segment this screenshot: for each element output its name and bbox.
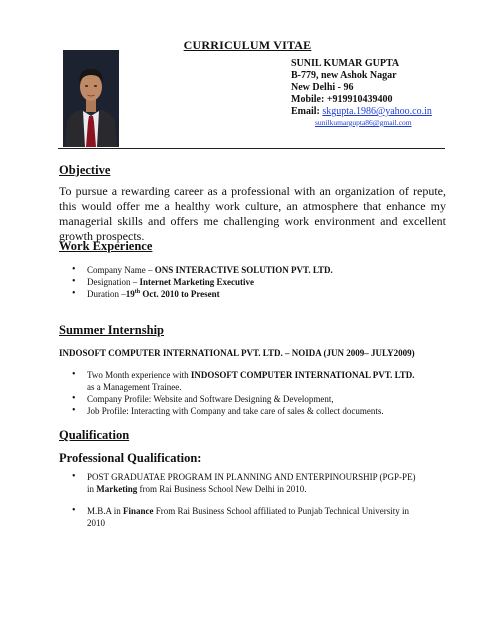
header-divider: [58, 148, 445, 149]
duration-label: Duration –: [87, 289, 126, 299]
alternate-email-link[interactable]: sunilkumargupta86@gmail.com: [315, 118, 412, 127]
list-item: • Job Profile: Interacting with Company and take care of sales & collect documents.: [72, 405, 415, 417]
work-experience-heading: Work Experience: [59, 239, 153, 253]
designation-label: Designation –: [87, 277, 140, 287]
email-line: [291, 106, 432, 118]
company-label: Company Name –: [87, 265, 155, 275]
mba-details: From Rai Business School affiliated to Punjab Technical University in: [153, 506, 410, 516]
internship-heading: Summer Internship: [59, 323, 164, 337]
list-item: [72, 471, 416, 495]
internship-role: as a Management Trainee.: [87, 382, 182, 392]
duration-day: 19: [125, 289, 135, 299]
email-label: Email:: [291, 106, 323, 117]
mobile-number: +919910439400: [326, 94, 393, 105]
internship-item-text: Two Month experience with: [87, 370, 191, 380]
pg-program: POST GRADUATAE PROGRAM IN PLANNING AND ENTERPINOURSHIP (PGP-PE): [87, 472, 416, 482]
mba-year: 2010: [87, 518, 105, 528]
list-item: [72, 288, 333, 300]
duration-value: [126, 289, 220, 299]
email-link[interactable]: skgupta.1986@yahoo.co.in: [322, 106, 432, 117]
mobile-line: [291, 94, 432, 106]
pg-specialization: Marketing: [96, 484, 138, 494]
mba-specialization: Finance: [123, 506, 154, 516]
duration-rest: Oct. 2010 to Present: [140, 289, 220, 299]
qualification-list: [72, 471, 416, 529]
list-item: [72, 264, 333, 276]
mobile-label: Mobile:: [291, 94, 327, 105]
internship-list: [72, 369, 415, 417]
list-item: [72, 505, 416, 529]
objective-text: To pursue a rewarding career as a professional with an organization of repute, this would offer me a healthy work culture, an atmosphere that enhance my managerial skills and offers me challenging work environment and excellent growth prospects.: [59, 184, 446, 243]
internship-company: INDOSOFT COMPUTER INTERNATIONAL PVT. LTD.: [190, 370, 415, 380]
document-title: CURRICULUM VITAE: [183, 38, 312, 52]
list-item: [72, 369, 415, 393]
list-item: [72, 276, 333, 288]
address-line-2: New Delhi - 96: [291, 82, 354, 93]
internship-organization: INDOSOFT COMPUTER INTERNATIONAL PVT. LTD. – NOIDA (JUN 2009– JULY2009): [59, 348, 415, 358]
mba-degree: M.B.A in: [87, 506, 124, 516]
work-experience-list: [72, 264, 333, 300]
pg-in: in: [87, 484, 97, 494]
qualification-heading: Qualification: [59, 428, 130, 442]
professional-qualification-heading: Professional Qualification:: [59, 451, 202, 465]
duration-suffix: th: [134, 289, 141, 295]
pg-details: from Rai Business School New Delhi in 2010.: [137, 484, 307, 494]
objective-heading: Objective: [59, 163, 111, 177]
address-line-1: B-779, new Ashok Nagar: [291, 70, 397, 81]
list-item: • Company Profile: Website and Software Designing & Development,: [72, 393, 415, 405]
company-name: ONS INTERACTIVE SOLUTION PVT. LTD.: [154, 265, 333, 275]
designation-value: Internet Marketing Executive: [139, 277, 254, 287]
profile-photo: [63, 50, 119, 147]
candidate-name: SUNIL KUMAR GUPTA: [291, 58, 400, 69]
contact-block: [291, 58, 432, 128]
